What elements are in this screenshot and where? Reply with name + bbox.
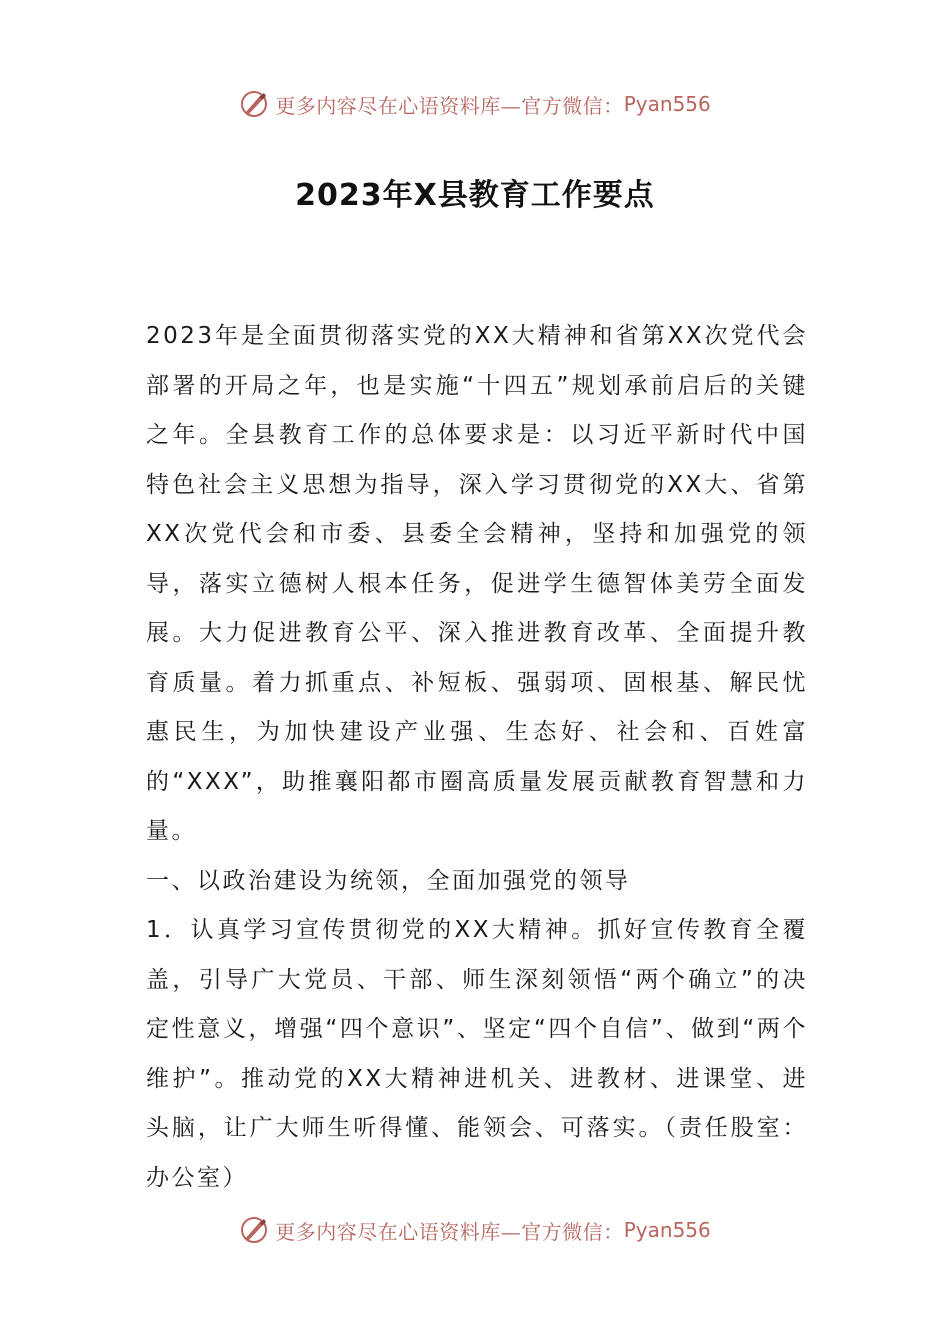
intro-paragraph: 2023年是全面贯彻落实党的XX大精神和省第XX次党代会部署的开局之年，也是实施“十四五”规划承前启后的关键之年。全县教育工作的总体要求是：以习近平新时代中国特色社会主义思想为指导，深入学习贯彻党的XX大、省第XX次党代会和市委、县委全会精神，坚持和加强党的领导，落实立德树人根本任务，促进学生德智体美劳全面发展。大力促进教育公平、深入推进教育改革、全面提升教育质量。着力抓重点、补短板、强弱项、固根基、解民忧惠民生，为加快建设产业强、生态好、社会和、百姓富的“XXX”，助推襄阳都市圈高质量发展贡献教育智慧和力量。 [146,323,808,844]
footer-watermark [0,1208,950,1252]
pen-logo-icon [239,89,269,119]
document-body [146,312,808,1203]
item-paragraph: 1．认真学习宣传贯彻党的XX大精神。抓好宣传教育全覆盖，引导广大党员、干部、师生深刻领悟“两个确立”的决定性意义，增强“四个意识”、坚定“四个自信”、做到“两个维护”。推动党的XX大精神进机关、进教材、进课堂、进头脑，让广大师生听得懂、能领会、可落实。（责任股室：办公室） [146,917,808,1191]
watermark-handle: Pyan556 [623,92,711,116]
watermark-text: 更多内容尽在心语资料库—官方微信： [275,1219,624,1244]
section-heading: 一、以政治建设为统领，全面加强党的领导 [146,867,631,894]
watermark-handle: Pyan556 [623,1218,711,1242]
header-watermark [0,82,950,126]
watermark-text: 更多内容尽在心语资料库—官方微信： [275,93,624,118]
pen-logo-icon [239,1215,269,1245]
document-title: 2023年X县教育工作要点 [295,178,655,213]
